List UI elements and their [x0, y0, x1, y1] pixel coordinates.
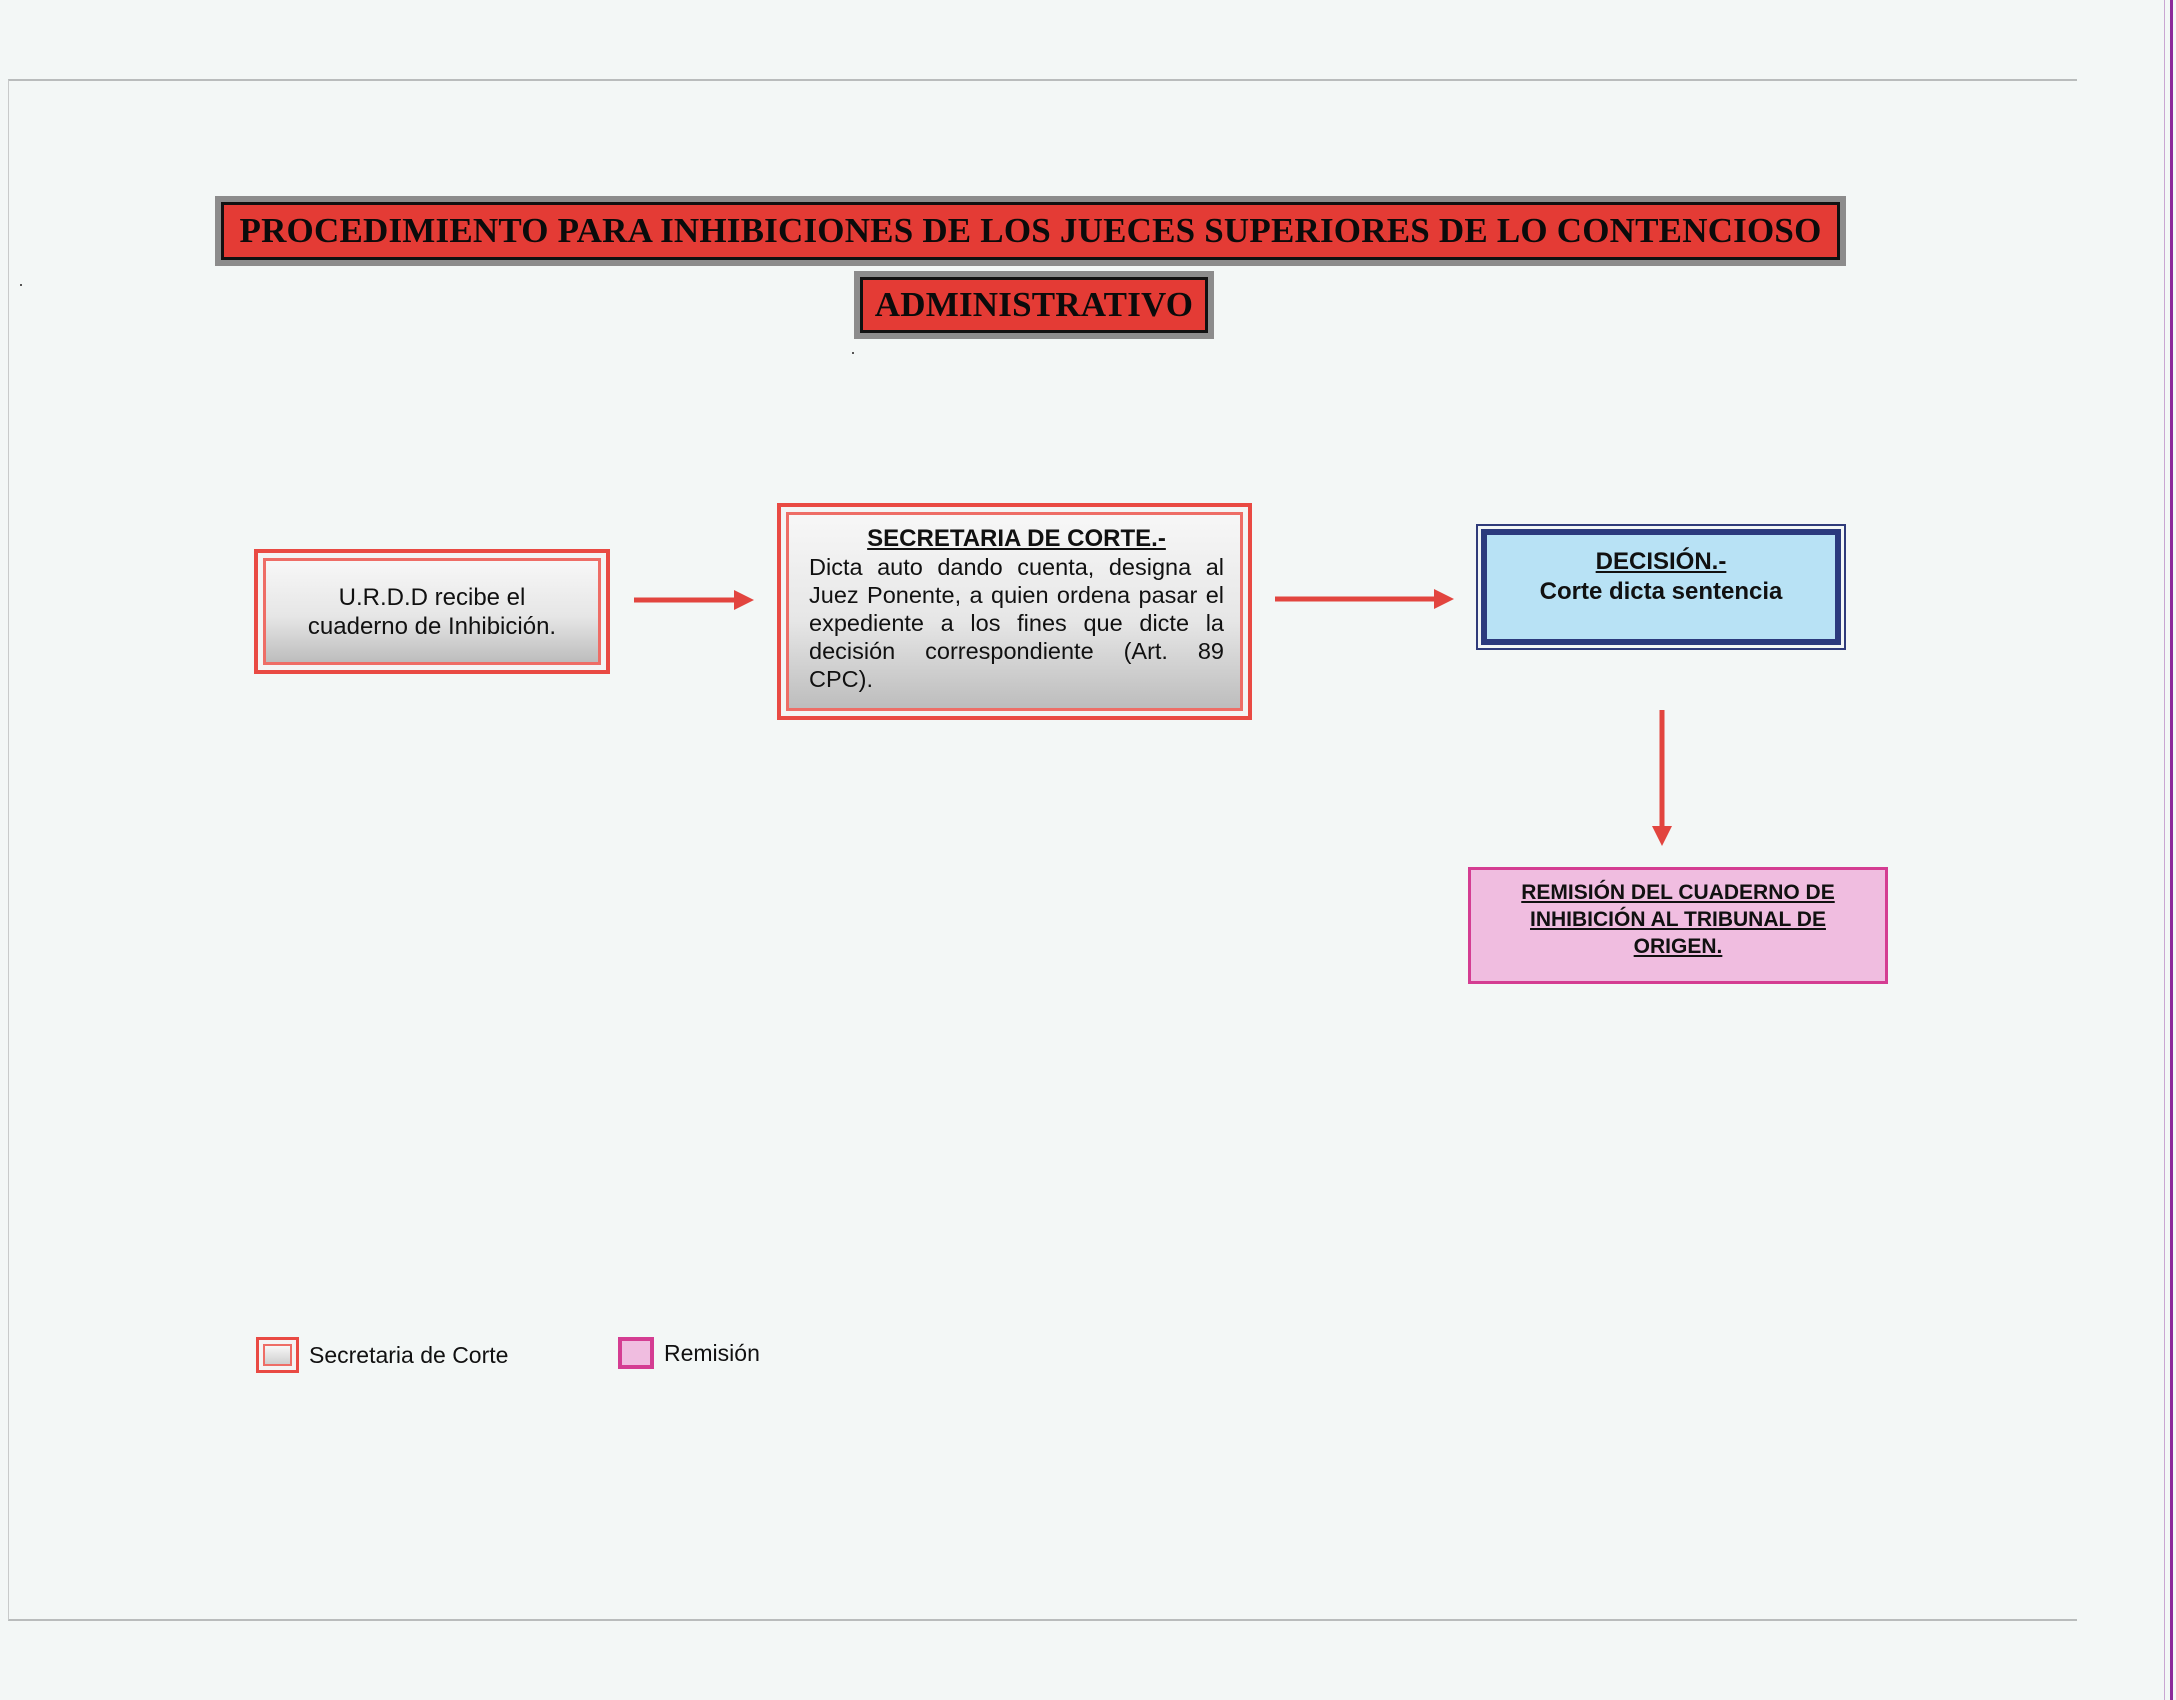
node-decision-heading: DECISIÓN.- — [1595, 548, 1727, 575]
page-title-line1: PROCEDIMIENTO PARA INHIBICIONES DE LOS JUECES SUPERIORES DE LO CONTENCIOSO — [221, 202, 1840, 260]
node-decision-body — [1481, 529, 1841, 645]
legend-item-secretaria — [256, 1337, 508, 1373]
node-remision — [1468, 867, 1888, 984]
node-decision-text: Corte dicta sentencia — [1539, 578, 1783, 605]
node-secretaria-de-corte — [777, 503, 1252, 720]
page-title-line2: ADMINISTRATIVO — [860, 277, 1208, 333]
scan-speck — [20, 284, 22, 286]
page-edge-line — [2164, 0, 2165, 1700]
legend-swatch-inner — [263, 1344, 292, 1366]
node-secretaria-body — [786, 512, 1243, 711]
node-secretaria-text: Dicta auto dando cuenta, designa al Juez Ponente, a quien ordena pasar el expediente a los fines que dicte la decisión correspondiente (Art. 89 CPC). — [809, 554, 1224, 692]
legend-swatch-secretaria — [256, 1337, 299, 1373]
node-urdd — [254, 549, 610, 674]
scan-speck — [852, 352, 854, 354]
node-decision — [1476, 524, 1846, 650]
title-banner-line2 — [854, 271, 1214, 339]
legend-swatch-remision — [618, 1337, 654, 1369]
legend-label-secretaria: Secretaria de Corte — [309, 1341, 509, 1368]
node-remision-text: REMISIÓN DEL CUADERNO DE INHIBICIÓN AL TRIBUNAL DE ORIGEN. — [1521, 881, 1835, 958]
legend-item-remision — [618, 1337, 760, 1369]
title-banner — [215, 196, 1846, 266]
page-edge-line — [2170, 0, 2173, 1700]
node-urdd-text: U.R.D.D recibe el cuaderno de Inhibición. — [263, 558, 601, 665]
node-secretaria-heading: SECRETARIA DE CORTE.- — [867, 525, 1166, 552]
legend-label-remision: Remisión — [664, 1339, 760, 1366]
